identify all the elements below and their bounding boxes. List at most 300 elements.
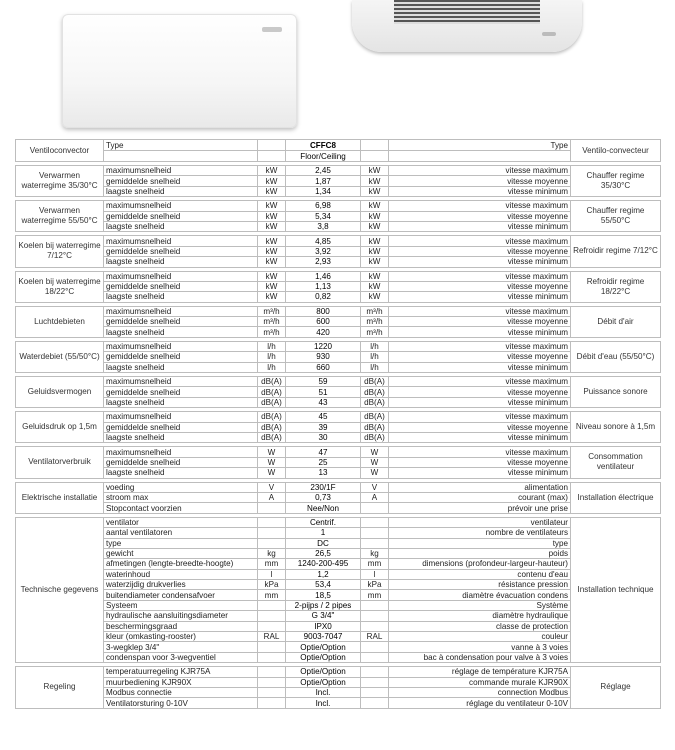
row-label-fr: vitesse maximum: [389, 236, 571, 246]
row-unit-nl: dB(A): [258, 432, 286, 442]
row-unit-nl: [258, 677, 286, 687]
row-label-nl: maximumsnelheid: [104, 201, 258, 211]
group-label-fr: Réglage: [571, 667, 661, 709]
row-unit-fr: kPa: [361, 580, 389, 590]
row-value: 3,8: [286, 221, 361, 231]
row-label-fr: vitesse maximum: [389, 271, 571, 281]
table-row: [16, 422, 661, 432]
row-unit-fr: l/h: [361, 362, 389, 372]
group-label-fr: Installation technique: [571, 517, 661, 662]
row-unit-nl: mm: [258, 590, 286, 600]
table-row: [16, 528, 661, 538]
row-value: 45: [286, 412, 361, 422]
air-grille: [394, 0, 540, 24]
row-value: 2-pijps / 2 pipes: [286, 600, 361, 610]
header-label-fr: Ventilo-convecteur: [571, 140, 661, 162]
row-unit-fr: kW: [361, 281, 389, 291]
row-unit-fr: m³/h: [361, 327, 389, 337]
row-value: 930: [286, 352, 361, 362]
floor-unit-photo: [62, 14, 297, 128]
row-value: 1,87: [286, 176, 361, 186]
row-label-nl: maximumsnelheid: [104, 271, 258, 281]
row-label-fr: vitesse maximum: [389, 201, 571, 211]
row-label-nl: laagste snelheid: [104, 327, 258, 337]
table-row: [16, 611, 661, 621]
row-label-fr: vitesse minimum: [389, 397, 571, 407]
row-label-nl: gewicht: [104, 548, 258, 558]
row-label-fr: vitesse moyenne: [389, 457, 571, 467]
table-row: [16, 642, 661, 652]
row-value: 2,93: [286, 257, 361, 267]
row-label-nl: maximumsnelheid: [104, 447, 258, 457]
row-unit-nl: [258, 600, 286, 610]
row-label-fr: vitesse maximum: [389, 306, 571, 316]
row-unit-nl: [258, 687, 286, 697]
row-label-nl: aantal ventilatoren: [104, 528, 258, 538]
table-row: [16, 677, 661, 687]
group-label-fr: Niveau sonore à 1,5m: [571, 412, 661, 443]
row-unit-nl: l: [258, 569, 286, 579]
row-unit-fr: W: [361, 447, 389, 457]
row-label-nl: gemiddelde snelheid: [104, 246, 258, 256]
row-label-nl: gemiddelde snelheid: [104, 457, 258, 467]
row-label-nl: stroom max: [104, 492, 258, 502]
table-row: [16, 590, 661, 600]
header-row: [16, 140, 661, 151]
group-label-fr: Installation électrique: [571, 482, 661, 513]
row-unit-fr: [361, 503, 389, 513]
row-unit-nl: kW: [258, 221, 286, 231]
table-row: [16, 327, 661, 337]
row-label-fr: réglage de température KJR75A: [389, 667, 571, 677]
row-label-nl: Modbus connectie: [104, 687, 258, 697]
group-label-fr: Chauffer regime 35/30°C: [571, 166, 661, 197]
table-row: [16, 632, 661, 642]
row-label-nl: maximumsnelheid: [104, 236, 258, 246]
row-label-nl: laagste snelheid: [104, 468, 258, 478]
row-unit-fr: kW: [361, 201, 389, 211]
row-unit-nl: dB(A): [258, 397, 286, 407]
group-label-nl: Ventilatorverbruik: [16, 447, 104, 478]
row-unit-nl: kPa: [258, 580, 286, 590]
row-unit-fr: [361, 667, 389, 677]
row-unit-fr: kW: [361, 246, 389, 256]
row-value: 420: [286, 327, 361, 337]
row-unit-fr: A: [361, 492, 389, 502]
table-row: [16, 201, 661, 211]
row-unit-nl: dB(A): [258, 422, 286, 432]
row-label-fr: vitesse moyenne: [389, 246, 571, 256]
row-unit-fr: [361, 517, 389, 527]
row-label-nl: maximumsnelheid: [104, 412, 258, 422]
row-label-fr: vitesse moyenne: [389, 387, 571, 397]
table-row: [16, 468, 661, 478]
row-unit-nl: [258, 611, 286, 621]
row-unit-nl: kW: [258, 211, 286, 221]
row-unit-nl: l/h: [258, 341, 286, 351]
row-unit-fr: dB(A): [361, 387, 389, 397]
row-unit-fr: [361, 642, 389, 652]
row-unit-nl: kW: [258, 166, 286, 176]
row-value: 5,34: [286, 211, 361, 221]
row-label-nl: buitendiameter condensafvoer: [104, 590, 258, 600]
table-row: [16, 387, 661, 397]
row-unit-fr: W: [361, 468, 389, 478]
row-unit-nl: m³/h: [258, 327, 286, 337]
row-unit-nl: l/h: [258, 362, 286, 372]
row-label-nl: 3-wegklep 3/4": [104, 642, 258, 652]
row-unit-fr: [361, 621, 389, 631]
row-unit-fr: l/h: [361, 341, 389, 351]
row-label-nl: hydraulische aansluitingsdiameter: [104, 611, 258, 621]
row-unit-fr: [361, 698, 389, 708]
row-label-nl: maximumsnelheid: [104, 377, 258, 387]
row-label-nl: Systeem: [104, 600, 258, 610]
table-row: [16, 166, 661, 176]
row-value: 59: [286, 377, 361, 387]
header-type-fr: Type: [389, 140, 571, 151]
row-unit-fr: l: [361, 569, 389, 579]
row-unit-fr: kW: [361, 166, 389, 176]
row-label-nl: laagste snelheid: [104, 292, 258, 302]
table-row: [16, 186, 661, 196]
row-value: 39: [286, 422, 361, 432]
product-photos: [0, 0, 675, 138]
row-value: 26,5: [286, 548, 361, 558]
row-label-fr: vitesse moyenne: [389, 317, 571, 327]
row-unit-nl: kW: [258, 257, 286, 267]
row-label-nl: maximumsnelheid: [104, 341, 258, 351]
row-value: 230/1F: [286, 482, 361, 492]
row-label-fr: vitesse maximum: [389, 412, 571, 422]
row-value: Optie/Option: [286, 652, 361, 662]
table-row: [16, 580, 661, 590]
header-label-nl: Ventiloconvector: [16, 140, 104, 162]
row-value: Incl.: [286, 698, 361, 708]
row-value: 43: [286, 397, 361, 407]
row-value: Incl.: [286, 687, 361, 697]
row-value: 53,4: [286, 580, 361, 590]
row-value: DC: [286, 538, 361, 548]
table-row: [16, 377, 661, 387]
row-unit-nl: [258, 517, 286, 527]
row-value: 1,2: [286, 569, 361, 579]
model-variant: Floor/Ceiling: [286, 151, 361, 162]
row-unit-nl: [258, 652, 286, 662]
row-unit-fr: [361, 600, 389, 610]
row-unit-nl: kW: [258, 186, 286, 196]
row-value: G 3/4": [286, 611, 361, 621]
row-unit-fr: kW: [361, 186, 389, 196]
row-unit-nl: kW: [258, 176, 286, 186]
row-unit-nl: mm: [258, 559, 286, 569]
row-label-fr: vitesse minimum: [389, 468, 571, 478]
row-label-nl: muurbediening KJR90X: [104, 677, 258, 687]
row-label-fr: vitesse minimum: [389, 292, 571, 302]
row-unit-nl: kW: [258, 201, 286, 211]
row-unit-nl: [258, 503, 286, 513]
row-unit-fr: mm: [361, 559, 389, 569]
row-value: 1220: [286, 341, 361, 351]
row-label-nl: maximumsnelheid: [104, 166, 258, 176]
row-unit-fr: kW: [361, 271, 389, 281]
spec-table: [15, 139, 661, 709]
group-label-fr: Chauffer regime 55/50°C: [571, 201, 661, 232]
row-label-fr: vitesse moyenne: [389, 281, 571, 291]
row-value: Optie/Option: [286, 667, 361, 677]
row-unit-nl: m³/h: [258, 306, 286, 316]
row-unit-nl: dB(A): [258, 377, 286, 387]
row-label-fr: courant (max): [389, 492, 571, 502]
row-label-nl: ventilator: [104, 517, 258, 527]
row-unit-fr: kW: [361, 221, 389, 231]
row-unit-fr: [361, 528, 389, 538]
row-label-nl: afmetingen (lengte-breedte-hoogte): [104, 559, 258, 569]
row-label-fr: type: [389, 538, 571, 548]
table-row: [16, 667, 661, 677]
row-unit-nl: W: [258, 447, 286, 457]
row-unit-fr: kW: [361, 236, 389, 246]
row-unit-fr: W: [361, 457, 389, 467]
table-row: [16, 236, 661, 246]
row-value: 660: [286, 362, 361, 372]
row-label-nl: voeding: [104, 482, 258, 492]
row-unit-fr: RAL: [361, 632, 389, 642]
table-row: [16, 397, 661, 407]
row-label-fr: commande murale KJR90X: [389, 677, 571, 687]
group-label-nl: Elektrische installatie: [16, 482, 104, 513]
table-row: [16, 221, 661, 231]
row-unit-nl: dB(A): [258, 387, 286, 397]
row-label-nl: kleur (omkasting-rooster): [104, 632, 258, 642]
row-label-fr: nombre de ventilateurs: [389, 528, 571, 538]
row-unit-fr: dB(A): [361, 432, 389, 442]
row-value: 13: [286, 468, 361, 478]
table-row: [16, 621, 661, 631]
row-unit-fr: kW: [361, 176, 389, 186]
row-value: 3,92: [286, 246, 361, 256]
row-label-fr: connection Modbus: [389, 687, 571, 697]
row-value: 1,34: [286, 186, 361, 196]
row-label-nl: gemiddelde snelheid: [104, 352, 258, 362]
row-label-fr: prévoir une prise: [389, 503, 571, 513]
table-row: [16, 447, 661, 457]
row-value: Optie/Option: [286, 677, 361, 687]
row-unit-fr: [361, 687, 389, 697]
table-row: [16, 482, 661, 492]
row-value: 2,45: [286, 166, 361, 176]
row-unit-nl: [258, 667, 286, 677]
group-label-fr: Débit d'eau (55/50°C): [571, 341, 661, 372]
row-label-fr: alimentation: [389, 482, 571, 492]
row-unit-fr: dB(A): [361, 397, 389, 407]
row-value: 6,98: [286, 201, 361, 211]
row-value: 600: [286, 317, 361, 327]
row-value: Nee/Non: [286, 503, 361, 513]
row-label-fr: vitesse minimum: [389, 327, 571, 337]
group-label-nl: Technische gegevens: [16, 517, 104, 662]
table-row: [16, 698, 661, 708]
row-label-nl: temperatuurregeling KJR75A: [104, 667, 258, 677]
row-label-nl: gemiddelde snelheid: [104, 176, 258, 186]
row-label-fr: vitesse minimum: [389, 221, 571, 231]
row-unit-nl: [258, 621, 286, 631]
table-row: [16, 211, 661, 221]
row-value: 1240-200-495: [286, 559, 361, 569]
group-label-fr: Refroidir regime 7/12°C: [571, 236, 661, 267]
row-label-fr: classe de protection: [389, 621, 571, 631]
table-row: [16, 503, 661, 513]
row-unit-fr: [361, 611, 389, 621]
row-label-fr: vitesse maximum: [389, 447, 571, 457]
row-value: 25: [286, 457, 361, 467]
row-label-fr: vitesse moyenne: [389, 352, 571, 362]
row-unit-nl: RAL: [258, 632, 286, 642]
group-label-fr: Débit d'air: [571, 306, 661, 337]
row-value: 1: [286, 528, 361, 538]
row-label-fr: vitesse minimum: [389, 257, 571, 267]
row-label-fr: vitesse maximum: [389, 166, 571, 176]
row-unit-nl: m³/h: [258, 317, 286, 327]
row-unit-fr: [361, 677, 389, 687]
ceiling-unit-photo: [352, 0, 582, 52]
row-label-nl: beschermingsgraad: [104, 621, 258, 631]
table-row: [16, 517, 661, 527]
table-row: [16, 341, 661, 351]
table-row: [16, 412, 661, 422]
table-row: [16, 362, 661, 372]
row-unit-fr: m³/h: [361, 306, 389, 316]
row-label-fr: vitesse maximum: [389, 341, 571, 351]
row-unit-fr: dB(A): [361, 377, 389, 387]
header-type-nl: Type: [104, 140, 258, 151]
row-label-fr: diamètre hydraulique: [389, 611, 571, 621]
brand-logo-icon: [262, 27, 282, 32]
row-label-nl: gemiddelde snelheid: [104, 422, 258, 432]
row-label-nl: laagste snelheid: [104, 362, 258, 372]
row-value: 800: [286, 306, 361, 316]
row-value: 47: [286, 447, 361, 457]
row-label-nl: laagste snelheid: [104, 257, 258, 267]
row-label-fr: vitesse minimum: [389, 362, 571, 372]
row-unit-fr: kg: [361, 548, 389, 558]
table-row: [16, 257, 661, 267]
row-label-nl: type: [104, 538, 258, 548]
row-label-nl: gemiddelde snelheid: [104, 211, 258, 221]
group-label-fr: Puissance sonore: [571, 377, 661, 408]
table-row: [16, 292, 661, 302]
row-label-fr: bac à condensation pour valve à 3 voies: [389, 652, 571, 662]
row-label-nl: gemiddelde snelheid: [104, 317, 258, 327]
row-label-nl: Stopcontact voorzien: [104, 503, 258, 513]
row-unit-fr: m³/h: [361, 317, 389, 327]
row-value: 1,46: [286, 271, 361, 281]
table-row: [16, 317, 661, 327]
row-unit-nl: [258, 698, 286, 708]
row-value: 1,13: [286, 281, 361, 291]
row-label-nl: laagste snelheid: [104, 397, 258, 407]
row-label-fr: diamètre évacuation condens: [389, 590, 571, 600]
row-label-fr: réglage du ventilateur 0-10V: [389, 698, 571, 708]
table-row: [16, 569, 661, 579]
group-label-nl: Waterdebiet (55/50°C): [16, 341, 104, 372]
row-value: 4,85: [286, 236, 361, 246]
row-unit-nl: A: [258, 492, 286, 502]
row-label-fr: vitesse minimum: [389, 186, 571, 196]
group-label-nl: Verwarmen waterregime 35/30°C: [16, 166, 104, 197]
row-unit-fr: dB(A): [361, 412, 389, 422]
row-label-fr: vitesse moyenne: [389, 422, 571, 432]
row-unit-fr: [361, 652, 389, 662]
table-row: [16, 271, 661, 281]
row-label-nl: condenspan voor 3-wegventiel: [104, 652, 258, 662]
row-unit-nl: kg: [258, 548, 286, 558]
row-value: Optie/Option: [286, 642, 361, 652]
row-value: 9003-7047: [286, 632, 361, 642]
row-unit-fr: kW: [361, 257, 389, 267]
row-unit-fr: mm: [361, 590, 389, 600]
row-unit-fr: kW: [361, 211, 389, 221]
row-unit-nl: kW: [258, 236, 286, 246]
row-label-nl: gemiddelde snelheid: [104, 387, 258, 397]
table-row: [16, 687, 661, 697]
row-unit-nl: W: [258, 468, 286, 478]
table-row: [16, 559, 661, 569]
table-row: [16, 281, 661, 291]
row-unit-nl: W: [258, 457, 286, 467]
table-row: [16, 306, 661, 316]
row-value: 51: [286, 387, 361, 397]
row-value: 30: [286, 432, 361, 442]
group-label-nl: Regeling: [16, 667, 104, 709]
group-label-nl: Geluidsvermogen: [16, 377, 104, 408]
table-row: [16, 352, 661, 362]
row-label-fr: contenu d'eau: [389, 569, 571, 579]
row-label-nl: gemiddelde snelheid: [104, 281, 258, 291]
brand-logo-icon: [542, 32, 556, 36]
table-row: [16, 600, 661, 610]
row-label-fr: poids: [389, 548, 571, 558]
row-label-fr: vitesse moyenne: [389, 176, 571, 186]
row-unit-nl: [258, 642, 286, 652]
row-label-fr: vanne à 3 voies: [389, 642, 571, 652]
row-unit-nl: dB(A): [258, 412, 286, 422]
row-label-nl: Ventilatorsturing 0-10V: [104, 698, 258, 708]
table-row: [16, 652, 661, 662]
row-label-nl: maximumsnelheid: [104, 306, 258, 316]
row-unit-nl: l/h: [258, 352, 286, 362]
row-value: 0,82: [286, 292, 361, 302]
table-row: [16, 246, 661, 256]
row-label-fr: vitesse minimum: [389, 432, 571, 442]
row-label-fr: Système: [389, 600, 571, 610]
row-label-fr: résistance pression: [389, 580, 571, 590]
row-unit-nl: kW: [258, 292, 286, 302]
row-value: 0,73: [286, 492, 361, 502]
table-row: [16, 432, 661, 442]
model-code: CFFC8: [286, 140, 361, 151]
table-row: [16, 548, 661, 558]
row-unit-fr: V: [361, 482, 389, 492]
row-value: Centrif.: [286, 517, 361, 527]
table-row: [16, 457, 661, 467]
row-unit-nl: kW: [258, 271, 286, 281]
group-label-nl: Verwarmen waterregime 55/50°C: [16, 201, 104, 232]
row-label-nl: laagste snelheid: [104, 221, 258, 231]
row-unit-fr: l/h: [361, 352, 389, 362]
row-label-nl: waterzijdig drukverlies: [104, 580, 258, 590]
row-unit-nl: [258, 528, 286, 538]
